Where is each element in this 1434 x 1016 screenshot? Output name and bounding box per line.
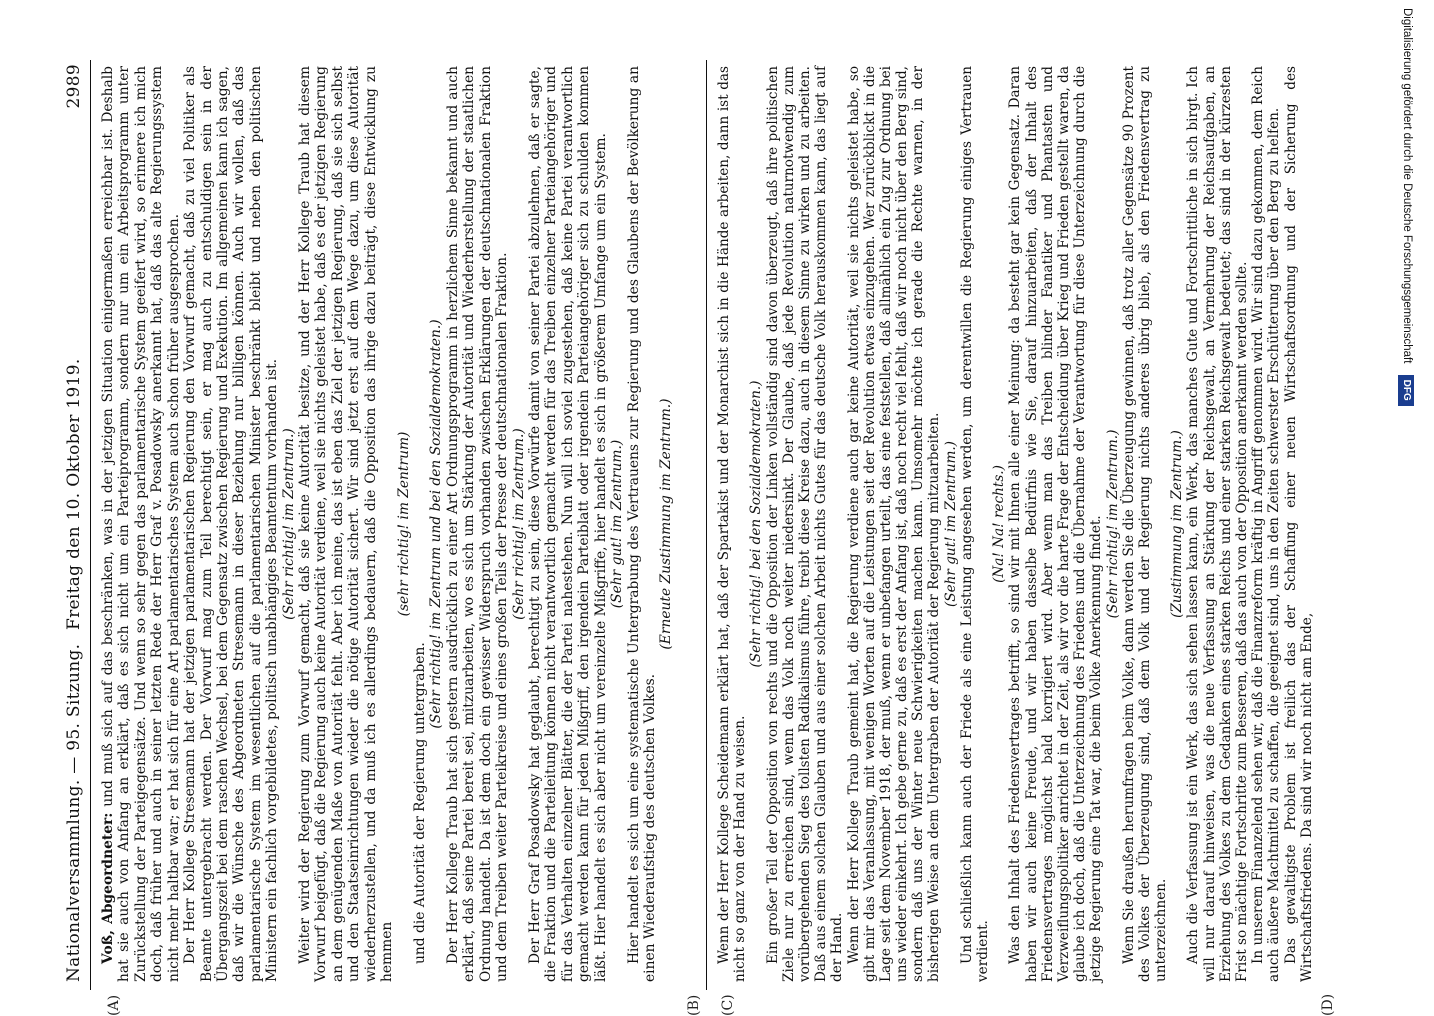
paragraph-text: Ein großer Teil der Opposition von rechts und die Opposition der Linken vollständig sind davon überzeugt, daß ihre politischen Ziele nur zu erreichen sind, wenn das Volk noch weiter niedersinkt. Der Glaube, daß jede Revolution naturnotwendig zum vorübergehenden Sieg des tollsten Radikalismus führe, treibt diese Kreise dazu, auch in diesem Sinne zu wirken und zu arbeiten. Daß aus einem solchen Glauben und aus einer solchen Arbeit nichts Gutes für das deutsche Volk herauskommen kann, das liegt auf der Hand. <box>764 66 846 982</box>
interjection <box>281 66 297 982</box>
interjection-text: (Erneute Zustimmung im Zentrum.) <box>658 398 675 650</box>
paragraph <box>445 66 511 982</box>
interjection <box>1105 66 1121 982</box>
header-left: Nationalversammlung. — 95. Sitzung. <box>64 643 84 982</box>
page-header <box>60 60 91 990</box>
paragraph <box>412 66 428 982</box>
paragraph-text: Wenn der Herr Kollege Traub gemeint hat, die Regierung verdiene auch gar keine Autorität, weil sie nichts geleistet habe, so gibt mir das Veranlassung, mit wenigen Worten auf die Leistungen seit der Revolution etwas einzugehen. Wer zurückblickt in die Lage seit dem November 1918, der muß, wenn er unbefangen urteilt, das eine feststellen, daß allmählich ein Zug zur Ordnung bei uns wieder einkehrt. Ich gebe gerne zu, daß es erst der Anfang ist, daß noch recht viel fehlt, daß wir noch nicht über den Berg sind, sondern daß uns der Winter neue Schwierigkeiten machen kann. Umsomehr möchte ich gerade die Rechte warnen, in der bisherigen Weise an dem Untergraben der Autorität der Regierung mitzuarbeiten. <box>845 66 943 982</box>
interjection <box>943 66 959 982</box>
paragraph-text: Das gewaltigste Problem ist freilich das der Schaffung einer neuen Wirtschaftsordnung und der Sicherung des Wirtschaftsfriedens. Da sind wir noch nicht am Ende, <box>1282 66 1315 982</box>
paragraph-text: Hier handelt es sich um eine systematische Untergrabung des Vertrauens zur Regierung und des Glaubens der Bevölkerung an einen Wiederaufstieg des deutschen Volkes. <box>625 66 658 982</box>
paragraph <box>182 66 281 982</box>
interjection-text: (Sehr richtig! im Zentrum und bei den Sozialdemokraten.) <box>428 319 445 729</box>
dfg-badge: DFG <box>1398 375 1414 406</box>
page-number: 2989 <box>64 64 84 109</box>
paragraph <box>959 66 991 982</box>
interjection <box>991 66 1007 982</box>
paragraph-text: Und schließlich kann auch der Friede als eine Leistung angesehen werden, um derentwillen die Regierung einiges Vertrauen verdient. <box>958 66 991 982</box>
interjection-text: (Sehr gut! im Zentrum.) <box>609 439 626 609</box>
interjection-text: (Sehr gut! im Zentrum.) <box>942 441 959 607</box>
paragraph <box>527 66 609 982</box>
paragraph <box>626 66 659 982</box>
interjection-text: (Sehr richtig! im Zentrum.) <box>280 428 297 620</box>
paragraph <box>1250 66 1282 982</box>
paragraph <box>297 66 396 982</box>
marker-a: (A) <box>106 994 122 1016</box>
interjection-text: (Sehr richtig! im Zentrum.) <box>1104 429 1121 619</box>
paragraph <box>1283 66 1315 982</box>
paragraph <box>716 66 748 982</box>
marker-d: (D) <box>1320 993 1336 1016</box>
paragraph-text: und die Autorität der Regierung untergraben. <box>412 642 429 964</box>
paragraph <box>1185 66 1250 982</box>
paragraph <box>1121 66 1170 982</box>
paragraph-text: Was den Inhalt des Friedensvertrages betrifft, so sind wir mit Ihnen alle einer Meinung: da besteht gar kein Gegensatz. Daran haben wir auch keine Freude, und wir haben dasselbe Bedürfnis wie Sie, darauf hinzuarbeiten, daß der Inhalt des Friedensvertrages möglichst bald korrigiert wird. Aber wenn man das Treiben blinder Fanatiker und Phantasten und Verzweiflungspolitiker anrichtet in der Zeit, als wir vor die harte Frage der Entscheidung über Krieg und Frieden gestellt waren, da glaube ich doch, daß die Unterzeichnung des Friedens und die Übernahme der Verantwortung für diese Unterzeichnung durch die jetzige Regierung eine Tat war, die beim Volke Anerkennung findet. <box>1007 66 1105 982</box>
interjection-text: (sehr richtig! im Zentrum) <box>395 431 412 617</box>
paragraph-text: Der Herr Kollege Traub hat sich gestern ausdrücklich zu einer Art Ordnungsprogramm in herzlichem Sinne bekannt und auch erklärt, daß seine Partei bereit sei, mitzuarbeiten, wo es sich um Stärkung der Autorität und Wiederherstellung der staatlichen Ordnung handelt. Da ist dem doch ein gewisser Widerspruch vorhanden zwischen Erklärungen der deutschnationalen Fraktion und dem Treiben weiter Parteikreise und eines großen Teils der Presse der deutschnationalen Fraktion. <box>444 66 511 982</box>
interjection-text: (Sehr richtig! im Zentrum.) <box>510 428 527 620</box>
rotated-page-content <box>60 60 1380 1016</box>
paragraph <box>765 66 846 982</box>
interjection <box>609 66 625 982</box>
interjection-text: (Zustimmung im Zentrum.) <box>1169 430 1186 618</box>
interjection <box>1169 66 1185 982</box>
interjection <box>658 66 674 982</box>
digitization-text: Digitalisierung gefördert durch die Deutsche Forschungsgemeinschaft <box>1401 8 1413 364</box>
paragraph-text: Der Herr Kollege Stresemann hat der jetzigen parlamentarischen Regierung den Vorwurf gemacht, daß zu viel Politiker als Beamte untergebracht werden. Der Vorwurf mag zum Teil berechtigt sein, er mag auch zu entschuldigen sein in der Übergangszeit bei dem raschen Wechsel, bei dem Gegensatz zwischen Regierung und Exekution. Im allgemeinen kann ich sagen, daß wir die Wünsche des Abgeordneten Stresemann in dieser Beziehung nur billigen können. Auch wir wollen, daß das parlamentarische System im wesentlichen auf die parlamentarischen Minister beschränkt bleibt und neben den politischen Ministern ein fachlich vorgebildetes, politisch unabhängiges Beamtentum vorhanden ist. <box>182 66 281 982</box>
interjection <box>511 66 527 982</box>
interjection <box>396 66 412 982</box>
paragraph <box>100 66 182 982</box>
column-right <box>716 66 1326 982</box>
paragraph <box>846 66 943 982</box>
digitization-note <box>1392 8 1426 992</box>
paragraph <box>1007 66 1104 982</box>
header-date: Freitag den 10. Oktober 1919. <box>64 358 84 630</box>
paragraph-text: Wenn der Herr Kollege Scheidemann erklärt hat, daß der Spartakist und der Monarchist sich in die Hände arbeiten, dann ist das nicht so ganz von der Hand zu weisen. <box>716 66 749 982</box>
interjection <box>748 66 764 982</box>
paragraph-text: und muß sich auf das beschränken, was in der jetzigen Situation einigermaßen erreichbar ist. Deshalb hat sie auch von Anfang an erklärt, daß es sich nicht um ein Parteiprogramm, sondern nur um ein Arbeitsprogramm unter Zurückstellung der Parteigegensätze. Und wenn so sehr gegen das parlamentarische System geeifert wird, so erinnere ich mich doch, daß früher und auch in seiner letzten Rede der Herr Graf v. Posadowsky anerkannt hat, daß das alte Regierungssystem nicht mehr haltbar war; er hat sich für eine Art parlamentarisches System auch schon früher ausgesprochen. <box>100 66 182 982</box>
interjection-text: (Na! Na! rechts.) <box>991 465 1008 583</box>
paragraph-text: Auch die Verfassung ist ein Werk, das sich sehen lassen kann, ein Werk, das manches Gute und Fortschrittliche in sich birgt. Ich will nur darauf hinweisen, was die neue Verfassung an Stärkung der Reichsgewalt, an Vermehrung der Reichsaufgaben, an Erziehung des Volkes zu dem Gedanken eines starken Reichs und einer starken Reichsgewalt bedeutet; das sind in der kürzesten Frist so mächtige Fortschritte zum Besseren, daß das auch von der Opposition anerkannt werden sollte. <box>1185 66 1250 982</box>
paragraph-text: Weiter wird der Regierung zum Vorwurf gemacht, daß sie keine Autorität besitze, und der Herr Kollege Traub hat diesem Vorwurf beigefügt, daß die Regierung auch keine Autorität verdiene, weil sie nichts geleistet habe, daß es der jetzigen Regierung an dem genügenden Maße von Autorität fehlt. Aber ich meine, das ist eben das Ziel der jetzigen Regierung, daß sie sich selbst und den Staatseinrichtungen wieder die nötige Autorität sichert. Wir sind jetzt erst auf dem Wege dazu, um diese Autorität wiederherzustellen, und da muß ich es allerdings bedauern, daß die Opposition das ihrige dazu beiträgt, diese Entwicklung zu hemmen <box>297 66 396 982</box>
marker-c: (C) <box>720 994 736 1016</box>
paragraph-text: Wenn Sie draußen herumfragen beim Volke, dann werden Sie die Überzeugung gewinnen, daß trotz aller Gegensätze 90 Prozent des Volkes der Überzeugung sind, daß dem Volk und der Regierung nichts anderes übrig blieb, als den Friedensvertrag zu unterzeichnen. <box>1120 66 1170 982</box>
column-left <box>100 66 698 982</box>
paragraph-text: In unserem Finanzelend sehen wir, daß die Finanzreform kräftig in Angriff genommen wird. Wir sind dazu gekommen, dem Reich auch äußere Machtmittel zu schaffen, die geeignet sind, uns in den Zeiten schwerster Erschütterung über den Berg zu helfen. <box>1250 66 1283 982</box>
marker-b: (B) <box>686 994 702 1016</box>
paragraph-text: Der Herr Graf Posadowsky hat geglaubt, berechtigt zu sein, diese Vorwürfe damit von seiner Partei abzulehnen, daß er sagte, die Fraktion und die Parteileitung können nicht verantwortlich gemacht werden für das Treiben einzelner Parteiangehöriger und für das Verhalten einzelner Blätter, die der Partei nahestehen. Nun will ich soviel zugestehen, daß keine Partei verantwortlich gemacht werden kann für jeden Mißgriff, den irgendein Parteiblatt oder irgendein Parteiangehöriger sich zu schulden kommen läßt. Hier handelt es sich aber nicht um vereinzelte Mißgriffe, hier handelt es sich in größerem Umfange um ein System. <box>526 66 609 982</box>
speaker-name: Voß, Abgeordneter: <box>100 812 116 964</box>
column-divider <box>706 60 707 990</box>
interjection-text: (Sehr richtig! bei den Sozialdemokraten.) <box>748 380 765 668</box>
interjection <box>428 66 444 982</box>
